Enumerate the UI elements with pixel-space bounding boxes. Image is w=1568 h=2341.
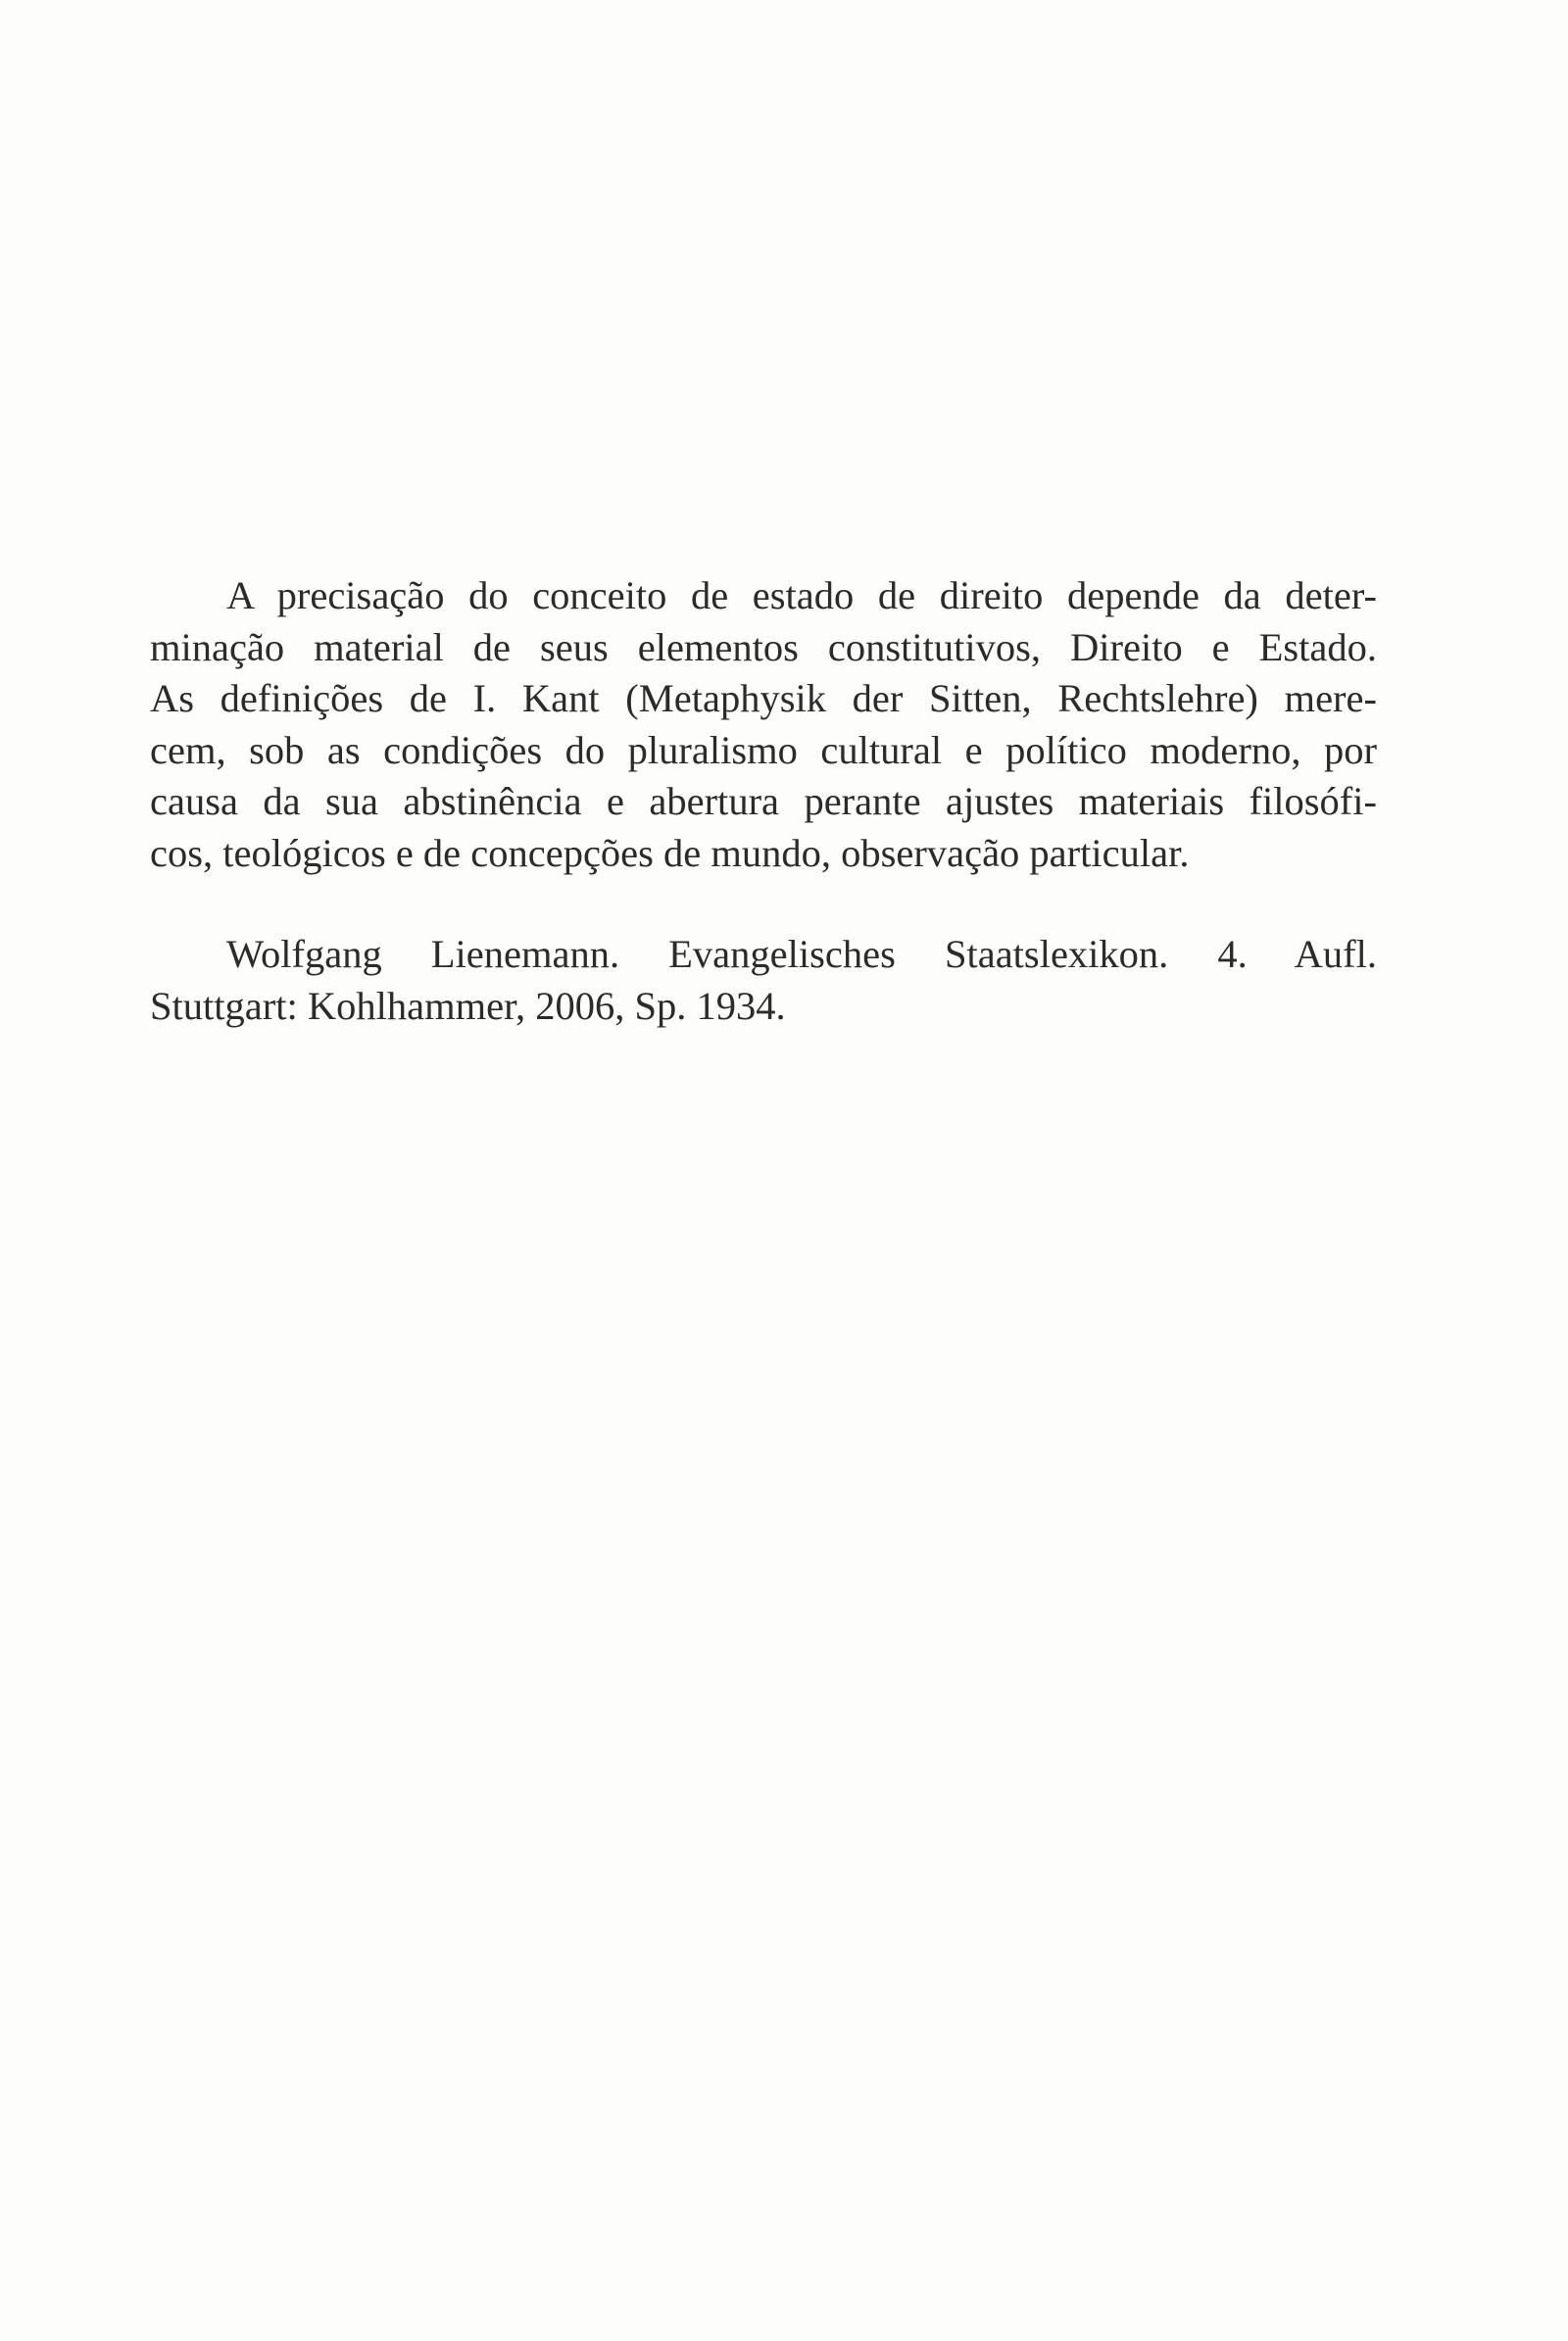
epigraph-paragraph	[150, 570, 1377, 879]
citation-line: Stuttgart: Kohlhammer, 2006, Sp. 1934.	[150, 983, 786, 1028]
epigraph-line: As definições de I. Kant (Metaphysik der Sitten, Rechtslehre) mere-	[150, 676, 1377, 720]
citation-paragraph	[150, 929, 1377, 1032]
epigraph-line: A precisação do conceito de estado de direito depende da deter-	[226, 573, 1377, 617]
citation-line: Wolfgang Lienemann. Evangelisches Staatslexikon. 4. Aufl.	[226, 932, 1377, 976]
epigraph-line: cem, sob as condições do pluralismo cultural e político moderno, por	[150, 727, 1377, 772]
epigraph-line: cos, teológicos e de concepções de mundo, observação particular.	[150, 830, 1190, 875]
epigraph-line: causa da sua abstinência e abertura perante ajustes materiais filosófi-	[150, 779, 1377, 823]
epigraph-line: minação material de seus elementos constitutivos, Direito e Estado.	[150, 624, 1377, 669]
